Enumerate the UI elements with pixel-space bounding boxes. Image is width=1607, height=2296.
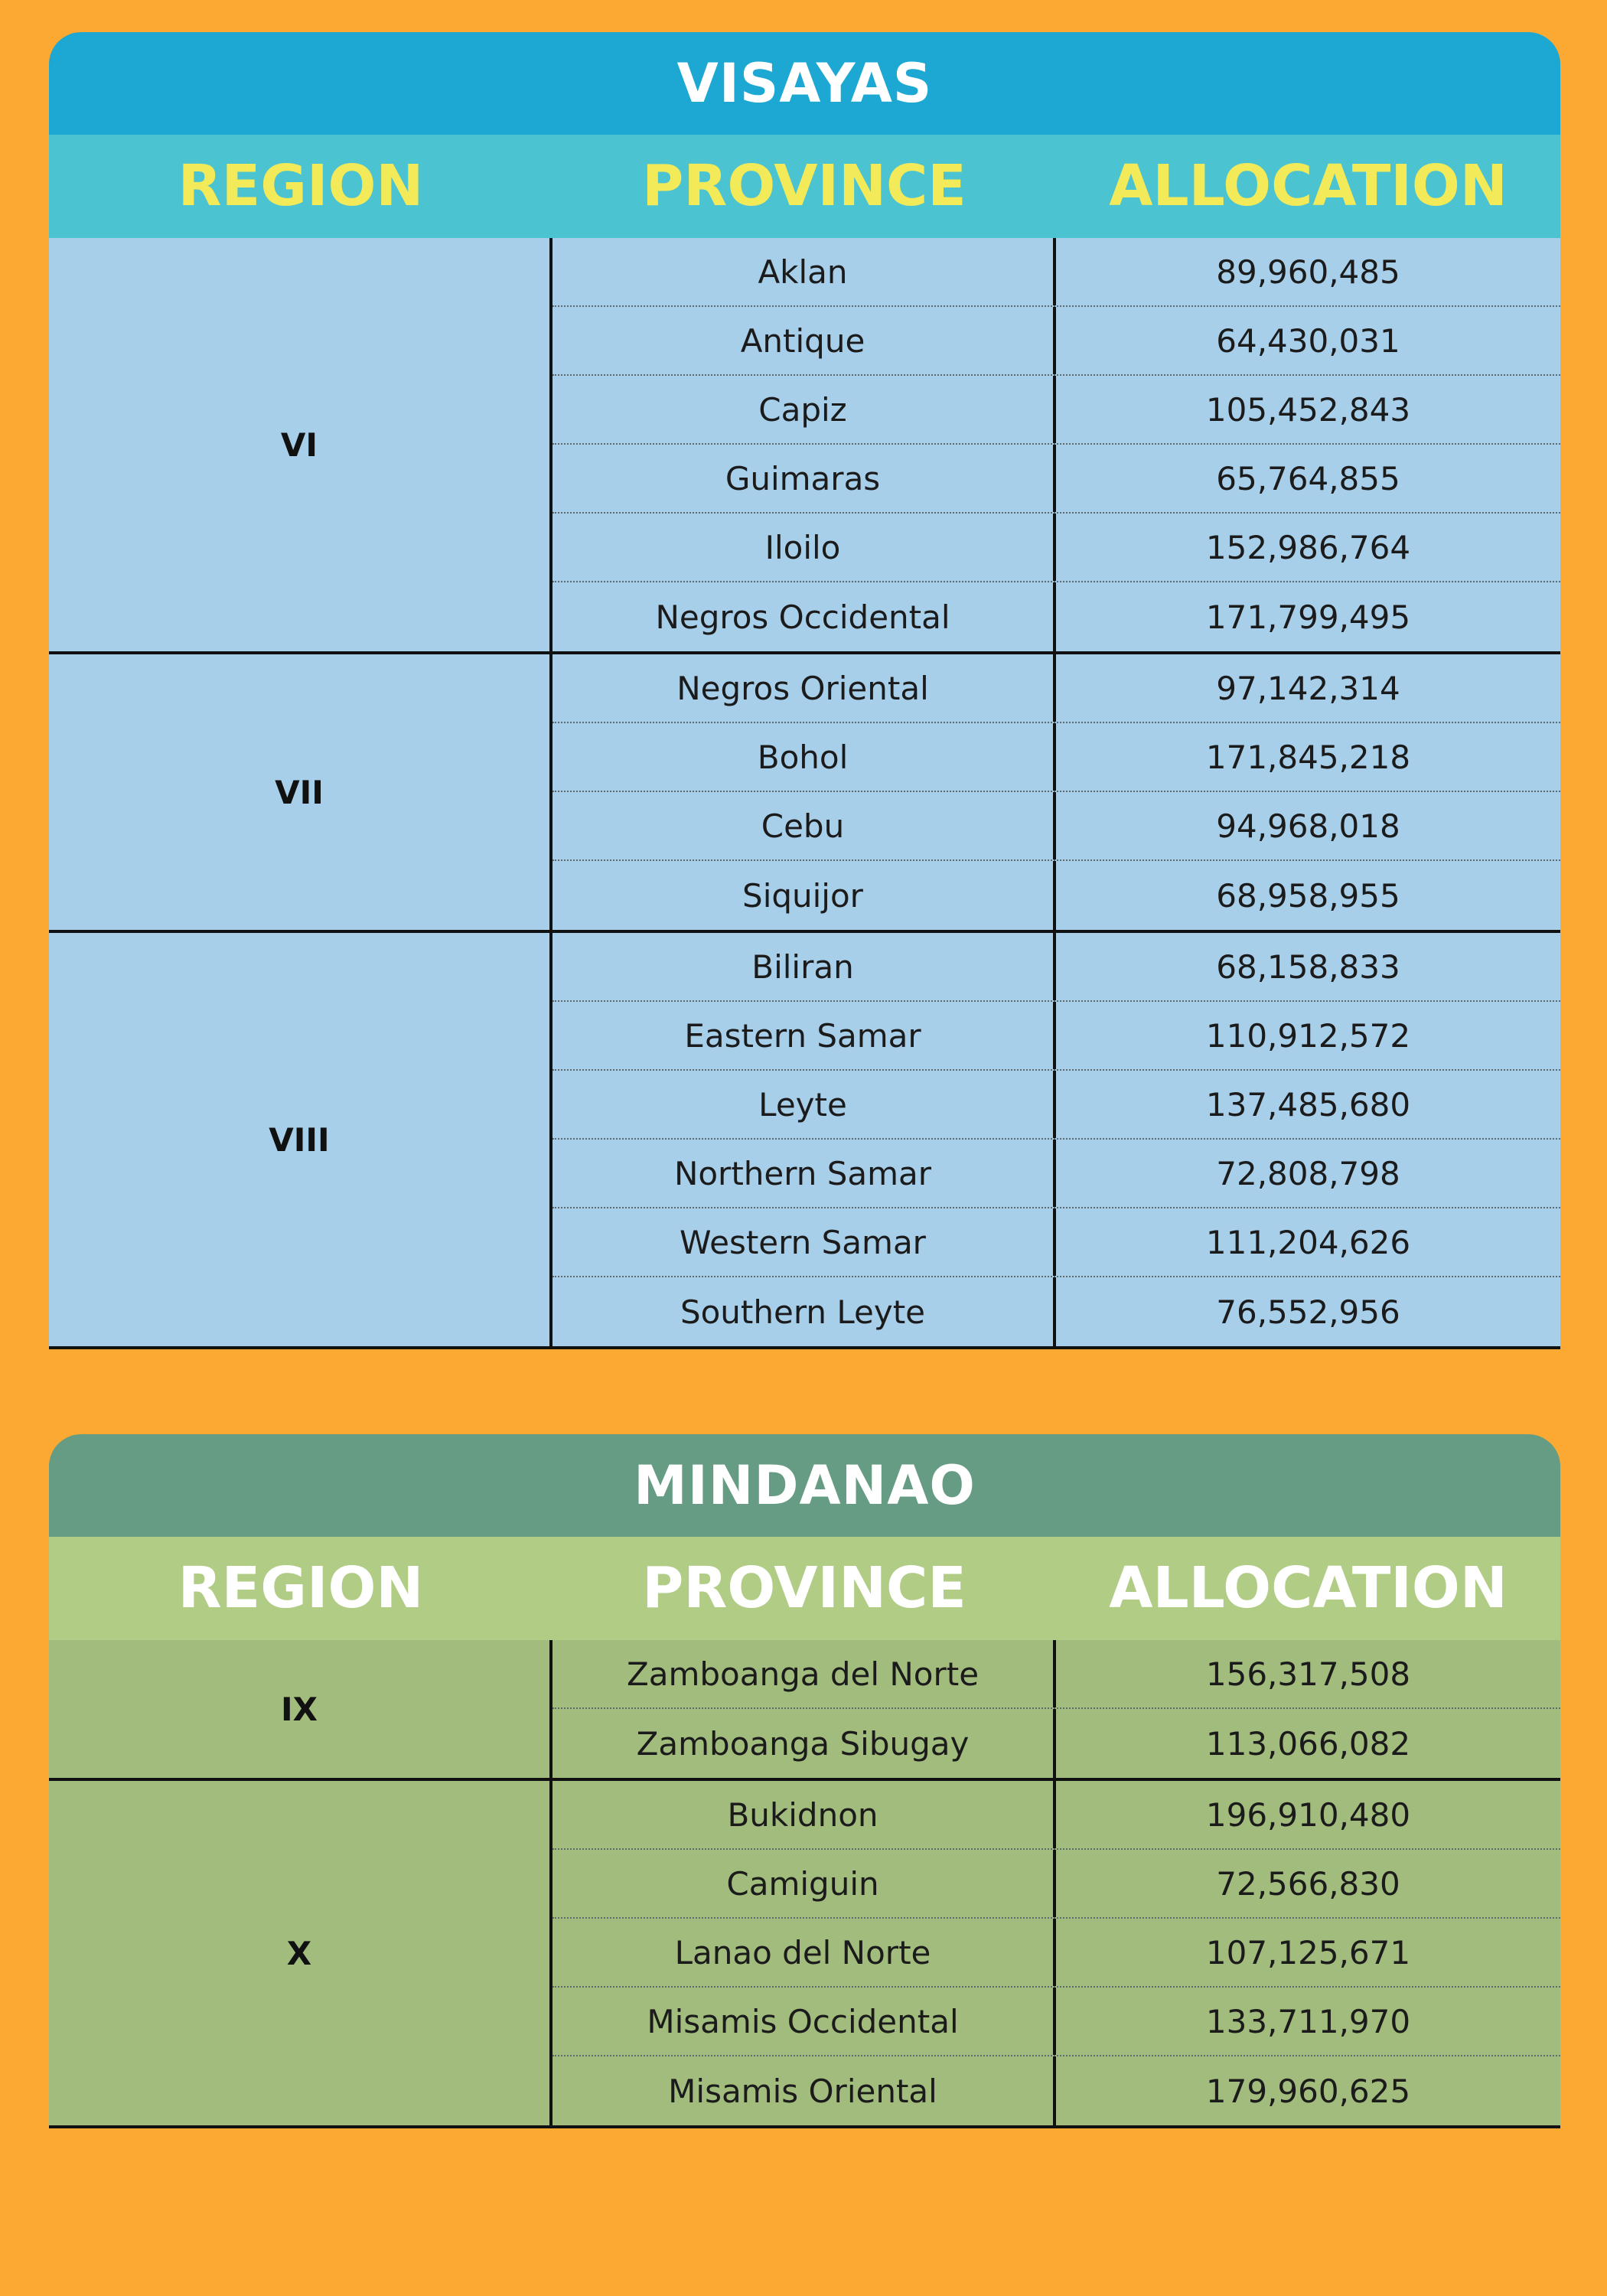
allocation-cell: 111,204,626	[1205, 1223, 1411, 1261]
table-row	[553, 1140, 1560, 1208]
header-allocation: ALLOCATION	[1109, 1555, 1508, 1621]
allocation-cell: 171,845,218	[1205, 738, 1411, 776]
region-group	[49, 933, 1560, 1349]
table-row	[553, 238, 1560, 307]
table-row	[553, 1709, 1560, 1778]
table-row	[553, 654, 1560, 723]
region-label: IX	[49, 1640, 553, 1778]
allocation-cell: 97,142,314	[1216, 669, 1400, 707]
allocation-cell: 196,910,480	[1205, 1795, 1411, 1834]
province-cell: Camiguin	[553, 1850, 1056, 1917]
header-province: PROVINCE	[642, 1555, 966, 1621]
region-label: VIII	[49, 933, 553, 1346]
table-row	[553, 1002, 1560, 1071]
allocation-cell: 110,912,572	[1205, 1016, 1411, 1055]
province-cell: Bohol	[553, 723, 1056, 791]
province-cell: Aklan	[553, 238, 1056, 305]
table-row	[553, 1277, 1560, 1346]
allocation-cell: 133,711,970	[1205, 2002, 1411, 2040]
visayas-table	[49, 32, 1560, 1349]
province-cell: Southern Leyte	[553, 1277, 1056, 1346]
allocation-cell: 107,125,671	[1205, 1933, 1411, 1971]
table-row	[553, 792, 1560, 861]
table-row	[553, 1850, 1560, 1919]
table-row	[553, 1919, 1560, 1988]
province-cell: Siquijor	[553, 861, 1056, 930]
province-cell: Lanao del Norte	[553, 1919, 1056, 1986]
province-cell: Misamis Occidental	[553, 1988, 1056, 2055]
allocation-cell: 179,960,625	[1205, 2072, 1411, 2110]
mindanao-table	[49, 1434, 1560, 2128]
table-row	[553, 861, 1560, 930]
region-group	[49, 1781, 1560, 2128]
province-cell: Guimaras	[553, 445, 1056, 512]
province-cell: Iloilo	[553, 514, 1056, 581]
table-row	[553, 933, 1560, 1002]
table-title: VISAYAS	[49, 32, 1560, 135]
allocation-cell: 72,566,830	[1216, 1864, 1400, 1903]
province-cell: Leyte	[553, 1071, 1056, 1138]
table-row	[553, 723, 1560, 792]
header-allocation: ALLOCATION	[1109, 153, 1508, 219]
province-cell: Zamboanga Sibugay	[553, 1709, 1056, 1778]
province-cell: Negros Oriental	[553, 654, 1056, 722]
province-cell: Capiz	[553, 376, 1056, 443]
province-cell: Western Samar	[553, 1208, 1056, 1276]
province-cell: Negros Occidental	[553, 582, 1056, 651]
table-row	[553, 307, 1560, 376]
province-cell: Eastern Samar	[553, 1002, 1056, 1069]
table-row	[553, 514, 1560, 582]
province-cell: Cebu	[553, 792, 1056, 859]
region-group	[49, 654, 1560, 933]
table-row	[553, 2056, 1560, 2125]
allocation-cell: 137,485,680	[1205, 1085, 1411, 1124]
allocation-cell: 113,066,082	[1205, 1724, 1411, 1763]
table-row	[553, 1071, 1560, 1140]
allocation-cell: 171,799,495	[1205, 598, 1411, 636]
province-cell: Bukidnon	[553, 1781, 1056, 1848]
allocation-cell: 64,430,031	[1216, 321, 1400, 360]
allocation-cell: 65,764,855	[1216, 459, 1400, 497]
allocation-cell: 68,958,955	[1216, 876, 1400, 915]
province-cell: Northern Samar	[553, 1140, 1056, 1207]
table-row	[553, 445, 1560, 514]
header-province: PROVINCE	[642, 153, 966, 219]
header-row	[49, 135, 1560, 238]
region-group	[49, 238, 1560, 654]
allocation-cell: 89,960,485	[1216, 253, 1400, 291]
table-row	[553, 1640, 1560, 1709]
allocation-cell: 68,158,833	[1216, 947, 1400, 986]
province-cell: Misamis Oriental	[553, 2056, 1056, 2125]
province-cell: Zamboanga del Norte	[553, 1640, 1056, 1707]
table-row	[553, 1781, 1560, 1850]
region-label: X	[49, 1781, 553, 2125]
region-group	[49, 1640, 1560, 1781]
table-row	[553, 376, 1560, 445]
allocation-cell: 105,452,843	[1205, 390, 1411, 429]
region-label: VI	[49, 238, 553, 651]
allocation-cell: 94,968,018	[1216, 807, 1400, 845]
header-region: REGION	[178, 1555, 424, 1621]
table-row	[553, 582, 1560, 651]
header-region: REGION	[178, 153, 424, 219]
allocation-cell: 152,986,764	[1205, 528, 1411, 566]
region-label: VII	[49, 654, 553, 930]
allocation-cell: 76,552,956	[1216, 1293, 1400, 1331]
table-row	[553, 1208, 1560, 1277]
province-cell: Biliran	[553, 933, 1056, 1000]
province-cell: Antique	[553, 307, 1056, 374]
allocation-cell: 72,808,798	[1216, 1154, 1400, 1192]
table-row	[553, 1988, 1560, 2056]
table-title: MINDANAO	[49, 1434, 1560, 1537]
header-row	[49, 1537, 1560, 1640]
allocation-cell: 156,317,508	[1205, 1655, 1411, 1693]
